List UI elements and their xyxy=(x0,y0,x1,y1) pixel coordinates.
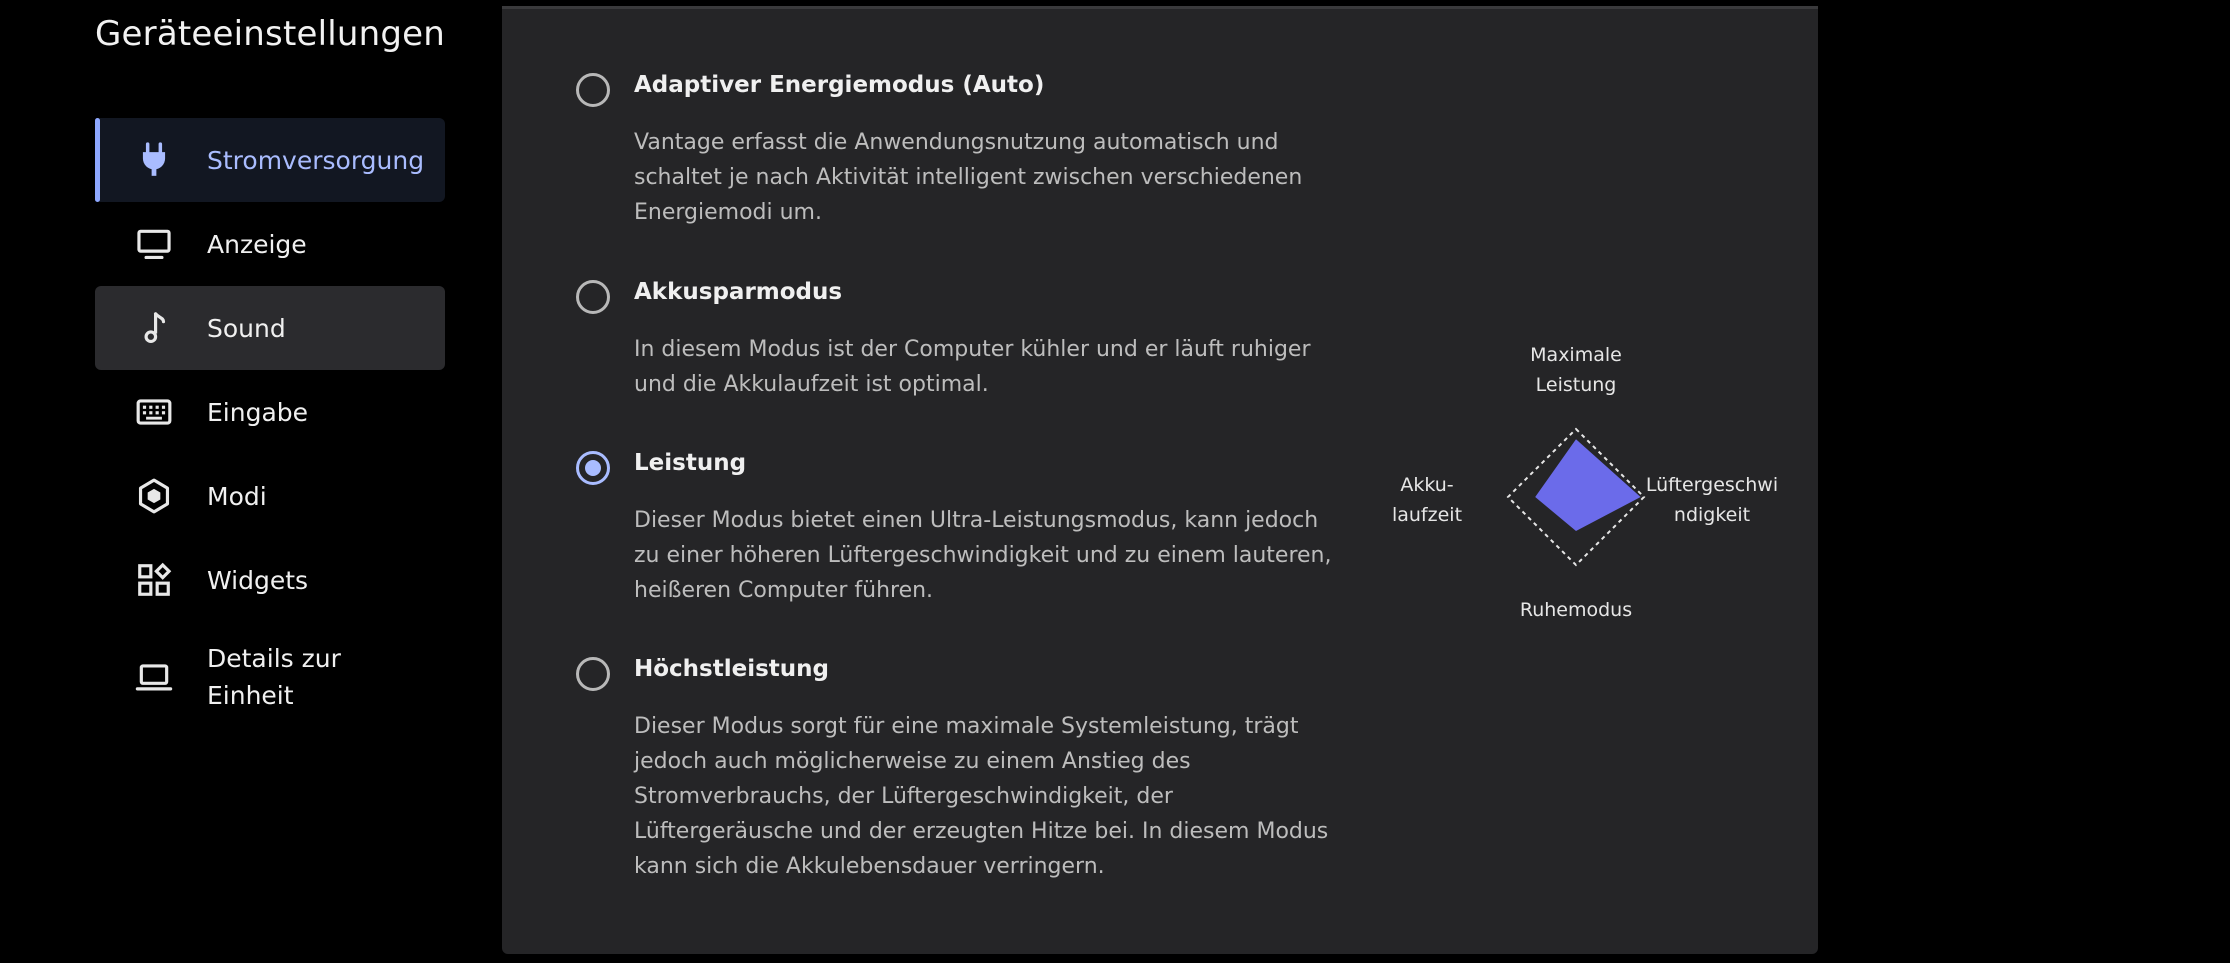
sidebar-item-stromversorgung[interactable] xyxy=(95,118,445,202)
widgets-icon xyxy=(135,561,173,599)
power-mode-description: Dieser Modus bietet einen Ultra-Leistungsmodus, kann jedoch zu einer höheren Lüftergeschwindigkeit und zu einem lauteren, heißeren Computer führen. xyxy=(634,508,1332,603)
power-mode-title: Akkusparmodus xyxy=(634,279,843,305)
music-note-icon xyxy=(135,309,173,347)
plug-icon xyxy=(135,141,173,179)
power-mode-title: Leistung xyxy=(634,450,747,476)
radar-label-top: Maximale Leistung xyxy=(1530,344,1622,396)
power-mode-description: In diesem Modus ist der Computer kühler und er läuft ruhiger und die Akkulaufzeit ist optimal. xyxy=(634,337,1311,397)
radar-graph xyxy=(1506,427,1646,567)
sidebar-item-label: Modi xyxy=(207,481,267,511)
sidebar-item-details-zur-einheit[interactable] xyxy=(95,622,445,732)
radar-label-bottom: Ruhemodus xyxy=(1519,599,1633,621)
sidebar-item-label: Sound xyxy=(207,313,286,343)
sidebar-item-label: Eingabe xyxy=(207,397,309,427)
sidebar-item-modi[interactable] xyxy=(95,454,445,538)
power-mode-radio[interactable] xyxy=(576,657,610,691)
sidebar-item-eingabe[interactable] xyxy=(95,370,445,454)
sidebar-item-sound[interactable] xyxy=(95,286,445,370)
power-mode-description: Vantage erfasst die Anwendungsnutzung automatisch und schaltet je nach Aktivität intelligent zwischen verschiedenen Energiemodi um. xyxy=(634,130,1303,225)
sidebar-item-label: Stromversorgung xyxy=(207,145,425,175)
mode-radar-chart xyxy=(1390,335,1790,635)
radar-label-left: Akku- laufzeit xyxy=(1391,474,1463,526)
radar-label-right: Lüftergeschwi ndigkeit xyxy=(1645,474,1779,526)
radar-value-shape xyxy=(1535,439,1640,531)
power-mode-title: Adaptiver Energiemodus (Auto) xyxy=(634,72,1045,98)
hexagon-icon xyxy=(135,477,173,515)
keyboard-icon xyxy=(135,393,173,431)
power-mode-radio[interactable] xyxy=(576,73,610,107)
sidebar-item-label: Widgets xyxy=(207,565,309,595)
power-mode-radio[interactable] xyxy=(576,280,610,314)
sidebar-item-label: Anzeige xyxy=(207,229,307,259)
sidebar-item-widgets[interactable] xyxy=(95,538,445,622)
sidebar xyxy=(95,118,445,732)
page-title: Geräteeinstellungen xyxy=(95,14,446,54)
power-mode-title: Höchstleistung xyxy=(634,656,830,682)
sidebar-item-label: Details zur Einheit xyxy=(207,644,341,710)
power-mode-radio-selected[interactable] xyxy=(576,451,610,485)
laptop-icon xyxy=(135,658,173,696)
power-mode-description: Dieser Modus sorgt für eine maximale Systemleistung, trägt jedoch auch möglicherweise zu einem Anstieg des Stromverbrauchs, der Lüftergeschwindigkeit, der Lüftergeräusche und der erzeugten Hitze bei. In diesem Modus kann sich die Akkulebensdauer verringern. xyxy=(634,714,1329,879)
sidebar-item-anzeige[interactable] xyxy=(95,202,445,286)
monitor-icon xyxy=(135,225,173,263)
